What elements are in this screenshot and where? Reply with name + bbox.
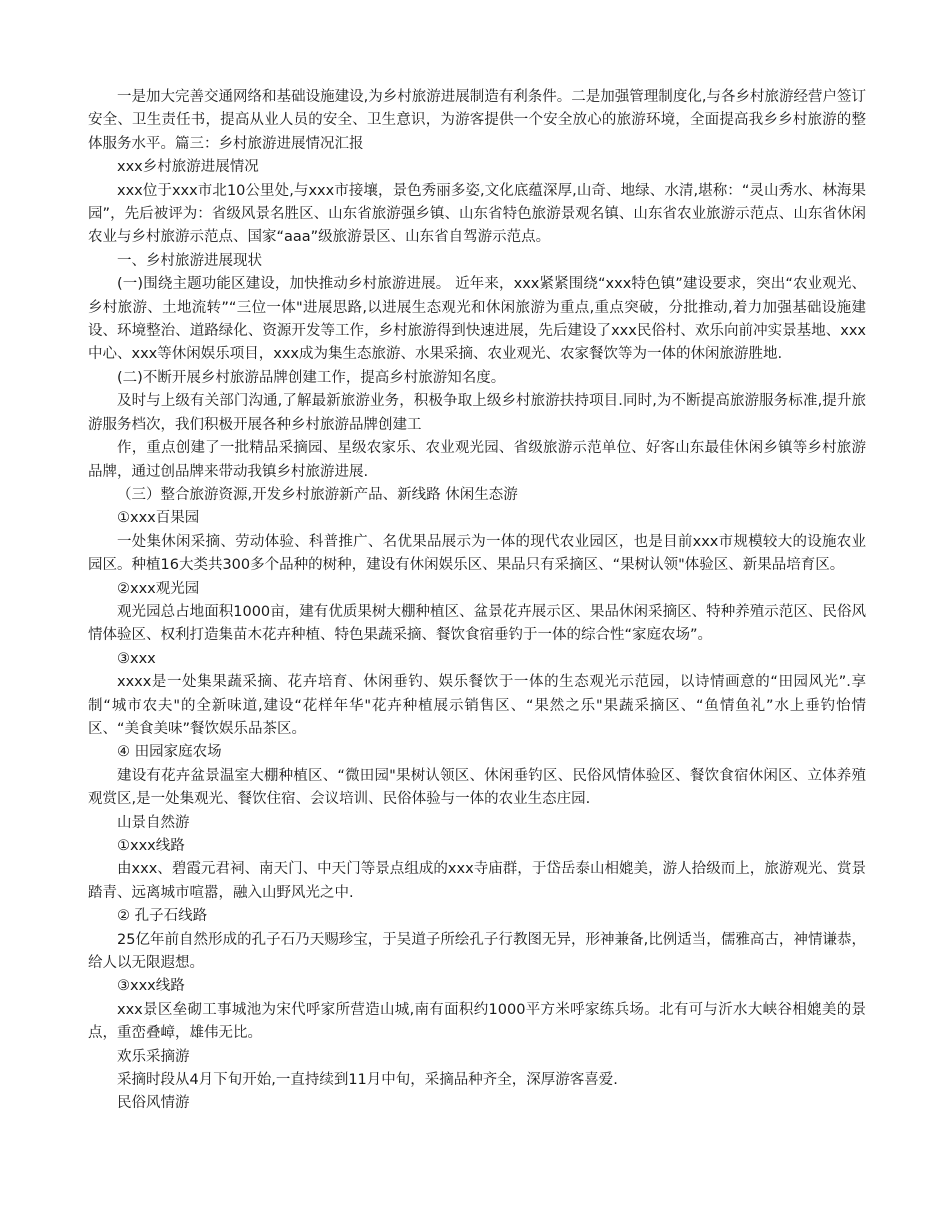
paragraph-sightseeing-park: 观光园总占地面积1000亩，建有优质果树大棚种植区、盆景花卉展示区、果品休闲采摘区、特种养殖示范区、民俗风情体验区、权利打造集苗木花卉种植、特色果蔬采摘、餐饮食宿垂钓于一体的综合性“家庭农场”。 [88, 603, 866, 644]
paragraph-route-1: 由xxx、碧霞元君祠、南天门、中天门等景点组成的xxx寺庙群，于岱岳泰山相媲美，游人拾级而上，旅游观光、赏景踏青、远离城市喧嚣，融入山野风光之中. [88, 861, 866, 901]
heading-route-3: ③xxx线路 [117, 978, 185, 995]
paragraph-family-farm: 建设有花卉盆景温室大棚种植区、“微田园"果树认领区、休闲垂钓区、民俗风情体验区、餐饮食宿休闲区、立体养殖观赏区,是一处集观光、餐饮住宿、会议培训、民俗体验与一体的农业生态庄园. [88, 767, 866, 808]
paragraph-confucius-stone-route: 25亿年前自然形成的孔子石乃天赐珍宝，于吴道子所绘孔子行教图无异，形神兼备,比例适当，儒雅高古，神情谦恭，给人以无限遐想。 [88, 931, 866, 972]
paragraph-xxx-park: xxxx是一处集果蔬采摘、花卉培育、休闲垂钓、娱乐餐饮于一体的生态观光示范园，以诗情画意的“田园风光”.享制“城市农夫"的全新味道,建设“花样年华"花卉种植展示销售区、“果然之乐"果蔬采摘区、“鱼情鱼礼”水上垂钓怡情区、“美食美味”餐饮娱乐品茶区。 [88, 674, 866, 737]
paragraph-subsection-1: (一)围绕主题功能区建设，加快推动乡村旅游进展。 近年来，xxx紧紧围绕“xxx特色镇”建设要求，突出“农业观光、乡村旅游、土地流转”“三位一体"进展思路,以进展生态观光和休闲旅游为重点,重点突破，分批推动,着力加强基础设施建设、环境整治、道路绿化、资源开发等工作，乡村旅游得到快速进展，先后建设了xxx民俗村、欢乐向前冲实景基地、xxx中心、xxx等休闲娱乐项目，xxx成为集生态旅游、水果采摘、农业观光、农家餐饮等为一体的休闲旅游胜地. [88, 276, 866, 363]
paragraph-brand-creation: 及时与上级有关部门沟通,了解最新旅游业务，积极争取上级乡村旅游扶持项目.同时,为不断提高旅游服务标准,提升旅游服务档次，我们积极开展各种乡村旅游品牌创建工 [88, 393, 866, 433]
paragraph-picking-tour: 采摘时段从4月下旬开始,一直持续到11月中旬，采摘品种齐全，深厚游客喜爱. [117, 1072, 618, 1089]
paragraph-infrastructure: 一是加大完善交通网络和基础设施建设,为乡村旅游进展制造有利条件。二是加强管理制度化,与各乡村旅游经营户签订安全、卫生责任书，提高从业人员的安全、卫生意识，为游客提供一个安全放心的旅游环境，全面提高我乡乡村旅游的整体服务水平。篇三：乡村旅游进展情况汇报 [88, 89, 866, 152]
heading-folk-tour: 民俗风情游 [117, 1095, 190, 1112]
heading-confucius-stone-route: ② 孔子石线路 [117, 908, 208, 925]
heading-family-farm: ④ 田园家庭农场 [117, 744, 222, 761]
heading-picking-tour: 欢乐采摘游 [117, 1048, 190, 1065]
paragraph-orchard: 一处集休闲采摘、劳动体验、科普推广、名优果品展示为一体的现代农业园区，也是目前xxx市规模较大的设施农业园区。种植16大类共300多个品种的树种，建设有休闲娱乐区、果品只有采摘区、“果树认领"体验区、新果品培育区。 [88, 533, 866, 574]
document-page [88, 86, 866, 1116]
heading-subsection-2: (二)不断开展乡村旅游品牌创建工作，提高乡村旅游知名度。 [117, 369, 506, 386]
heading-sightseeing-park: ②xxx观光园 [117, 580, 200, 597]
paragraph-brand-results: 作，重点创建了一批精品采摘园、星级农家乐、农业观光园、省级旅游示范单位、好客山东最佳休闲乡镇等乡村旅游品牌，通过创品牌来带动我镇乡村旅游进展. [88, 440, 866, 480]
paragraph-location: xxx位于xxx市北10公里处,与xxx市接壤，景色秀丽多姿,文化底蕴深厚,山奇、地绿、水清,堪称：“灵山秀水、林海果园”，先后被评为：省级风景名胜区、山东省旅游强乡镇、山东省特色旅游景观名镇、山东省农业旅游示范点、山东省休闲农业与乡村旅游示范点、国家“aaa”级旅游景区、山东省自驾游示范点。 [88, 182, 866, 246]
paragraph-route-3: xxx景区垒砌工事城池为宋代呼家所营造山城,南有面积约1000平方米呼家练兵场。北有可与沂水大峡谷相媲美的景点，重峦叠嶂，雄伟无比。 [88, 1001, 866, 1042]
heading-subsection-3: （三）整合旅游资源,开发乡村旅游新产品、新线路 休闲生态游 [117, 486, 518, 503]
heading-report-title: xxx乡村旅游进展情况 [117, 159, 259, 176]
heading-route-1: ①xxx线路 [117, 838, 185, 854]
heading-xxx-park: ③xxx [117, 650, 156, 667]
heading-mountain-tour: 山景自然游 [117, 814, 190, 831]
heading-orchard: ①xxx百果园 [117, 510, 200, 527]
heading-section-1: 一、乡村旅游进展现状 [117, 252, 262, 269]
